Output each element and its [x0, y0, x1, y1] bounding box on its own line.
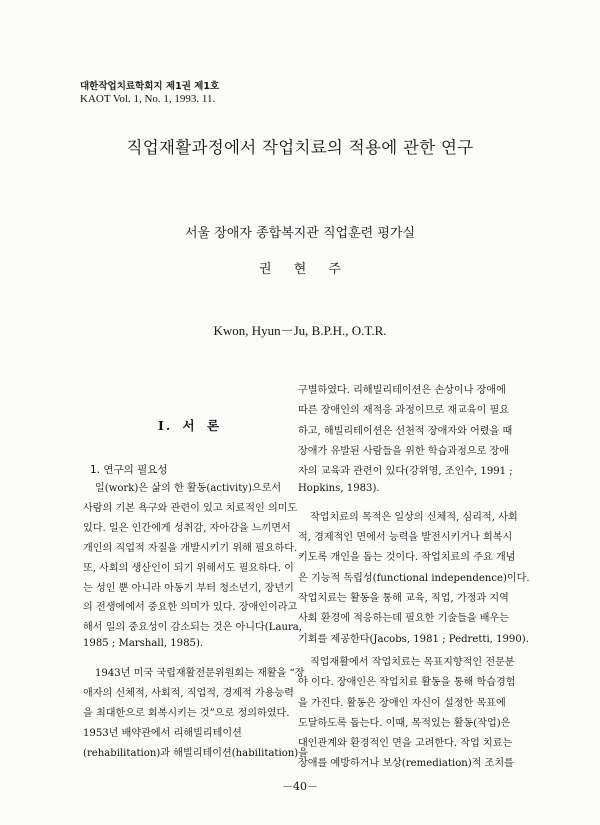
text-line: Hopkins, 1983).: [298, 482, 380, 494]
page-number: －40－: [282, 780, 318, 793]
text-line: 을 가진다. 활동은 장애인 자신이 설정한 목표에: [298, 697, 506, 709]
text-line: 일(work)은 삶의 한 활동(activity)으로서: [95, 483, 282, 494]
author-name-english: Kwon, Hyun－Ju, B.P.H., O.T.R.: [213, 323, 387, 338]
text-line: 사람의 기본 욕구와 관련이 있고 치료적인 의미도: [83, 502, 298, 514]
text-line: 는 성인 뿐 아니라 아동기 부터 청소년기, 장년기: [83, 582, 294, 594]
text-line: 애자의 신체적, 사회적, 직업적, 경제적 가용능력: [83, 688, 294, 699]
text-line: 개인의 직업적 자질을 개발시키기 위해 필요하다.: [83, 542, 298, 554]
text-line: 1985 ; Marshall, 1985).: [83, 638, 204, 650]
text-line: 적, 경제적인 면에서 능력을 발전시키거나 회복시: [298, 532, 513, 544]
text-line: 자의 교육과 관련이 있다(강위영, 조인수, 1991 ;: [298, 466, 513, 478]
text-line: 1943년 미국 국립재활전문위원회는 재활을 “장: [95, 668, 305, 680]
text-line: 직업재활에서 작업치료는 목표지향적인 전문분: [310, 656, 515, 668]
text-line: 사회 환경에 적응하는데 필요한 기술들을 배우는: [298, 613, 510, 625]
author-name-korean: 권 현 주: [259, 262, 341, 277]
text-line: 도달하도록 돕는다. 이때, 목적있는 활동(작업)은: [298, 717, 511, 729]
text-line: 구별하였다. 리해빌리테이션은 손상이나 장애에: [298, 385, 506, 396]
text-line: 키도록 개인을 돕는 것이다. 작업치료의 주요 개념: [298, 552, 516, 564]
text-line: 1953년 배약관에서 리해빌리테이션: [83, 727, 242, 739]
section-heading: I. 서 론: [158, 418, 222, 433]
text-line: 하고, 해빌리테이션은 선천적 장애자와 어렸을 때: [298, 425, 513, 437]
text-line: 작업치료의 목적은 일상의 신체적, 심리적, 사회: [310, 511, 518, 523]
subsection-heading: 1. 연구의 필요성: [90, 464, 168, 476]
text-line: 해서 일의 중요성이 감소되는 것은 아니다(Laura,: [83, 622, 303, 634]
text-line: 장애를 예방하거나 보상(remediation)적 조치를: [298, 758, 514, 770]
text-line: 의 전생에에서 중요한 의미가 있다. 장애인이라고: [83, 602, 298, 614]
text-line: 장애가 유발된 사람들을 위한 학습과정으로 장애: [298, 445, 510, 457]
text-line: 또, 사회의 생산인이 되기 위해서도 필요하다. 이: [83, 562, 294, 574]
text-line: 대인관계와 환경적인 면을 고려한다. 작업 치료는: [298, 738, 513, 750]
journal-citation: KAOT Vol. 1, No. 1, 1993. 11.: [80, 93, 216, 105]
text-line: (rehabilitation)과 해빌리테이션(habilitation)을: [83, 747, 308, 759]
text-line: 을 최대한으로 회복시키는 것”으로 정의하였다.: [83, 707, 290, 719]
text-line: 기회를 제공한다(Jacobs, 1981 ; Pedretti, 1990).: [298, 633, 529, 645]
journal-name-korean: 대한작업치료학회지 제1권 제1호: [80, 81, 220, 92]
journal-header: [80, 80, 219, 106]
text-line: 야 이다. 장애인은 작업치료 활동을 통해 학습경험: [298, 677, 516, 689]
text-line: 따른 장애인의 재적응 과정이므로 재교육이 필요: [298, 405, 510, 417]
text-line: 작업치료는 활동을 통해 교육, 직업, 가정과 지역: [298, 593, 509, 604]
author-affiliation: 서울 장애자 종합복지관 직업훈련 평가실: [184, 226, 415, 241]
text-line: 은 기능적 독립성(functional independence)이다.: [298, 572, 530, 584]
paper-title: 직업재활과정에서 작업치료의 적용에 관한 연구: [126, 138, 474, 157]
text-line: 있다. 일은 인간에게 성취감, 자아감을 느끼면서: [83, 522, 291, 534]
